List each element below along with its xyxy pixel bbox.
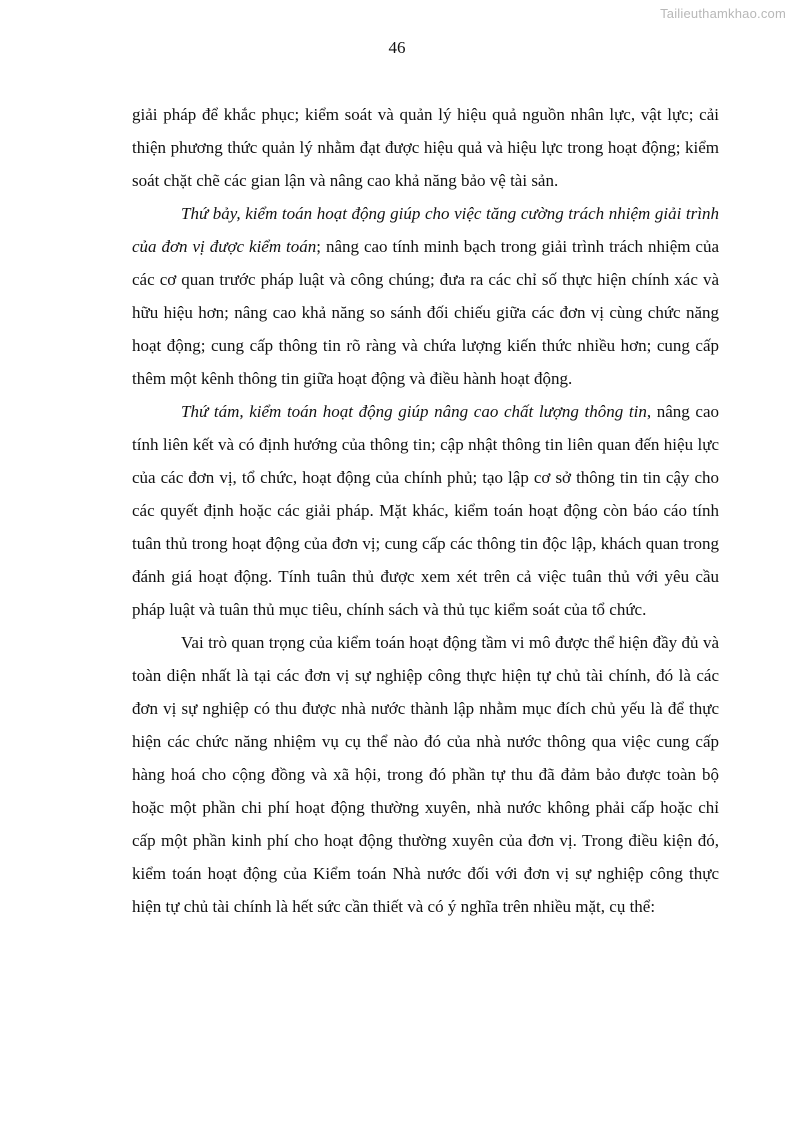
paragraph-eighth bbox=[132, 395, 719, 626]
paragraph-eighth-heading: Thứ tám, kiểm toán hoạt động giúp nâng cao chất lượng thông tin bbox=[181, 402, 647, 421]
document-body bbox=[132, 98, 719, 923]
watermark: Tailieuthamkhao.com bbox=[660, 6, 786, 21]
paragraph-seventh-text: ; nâng cao tính minh bạch trong giải trình trách nhiệm của các cơ quan trước pháp luật và công chúng; đưa ra các chỉ số thực hiện chính xác và hữu hiệu hơn; nâng cao khả năng so sánh đối chiếu giữa các đơn vị cùng chức năng hoạt động; cung cấp thông tin rõ ràng và chứa lượng kiến thức nhiều hơn; cung cấp thêm một kênh thông tin giữa hoạt động và điều hành hoạt động. bbox=[132, 237, 720, 388]
paragraph-continuation: giải pháp để khắc phục; kiểm soát và quản lý hiệu quả nguồn nhân lực, vật lực; cải thiện phương thức quản lý nhằm đạt được hiệu quả và hiệu lực trong hoạt động; kiểm soát chặt chẽ các gian lận và nâng cao khả năng bảo vệ tài sản. bbox=[132, 105, 719, 190]
page-number: 46 bbox=[388, 38, 406, 57]
paragraph-seventh-heading: Thứ bảy, kiểm toán hoạt động giúp cho việc tăng cường trách nhiệm giải trình của đơn vị được kiểm toán bbox=[132, 204, 719, 256]
paragraph-eighth-text: , nâng cao tính liên kết và có định hướng của thông tin; cập nhật thông tin liên quan đến hiệu lực của các đơn vị, tổ chức, hoạt động của chính phủ; tạo lập cơ sở thông tin tin cậy cho các quyết định hoặc các giải pháp. Mặt khác, kiểm toán hoạt động còn báo cáo tính tuân thủ trong hoạt động của đơn vị; cung cấp các thông tin độc lập, khách quan trong đánh giá hoạt động. Tính tuân thủ được xem xét trên cả việc tuân thủ với yêu cầu pháp luật và tuân thủ mục tiêu, chính sách và thủ tục kiểm soát của tổ chức. bbox=[132, 402, 719, 619]
paragraph-seventh bbox=[132, 197, 719, 395]
paragraph-role: Vai trò quan trọng của kiểm toán hoạt động tầm vi mô được thể hiện đầy đủ và toàn diện nhất là tại các đơn vị sự nghiệp công thực hiện tự chủ tài chính, đó là các đơn vị sự nghiệp có thu được nhà nước thành lập nhằm mục đích chủ yếu là để thực hiện các chức năng nhiệm vụ cụ thể nào đó của nhà nước thông qua việc cung cấp hàng hoá cho cộng đồng và xã hội, trong đó phần tự thu đã đảm bảo được toàn bộ hoặc một phần chi phí hoạt động thường xuyên, nhà nước không phải cấp hoặc chỉ cấp một phần kinh phí cho hoạt động thường xuyên của đơn vị. Trong điều kiện đó, kiểm toán hoạt động của Kiểm toán Nhà nước đối với đơn vị sự nghiệp công thực hiện tự chủ tài chính là hết sức cần thiết và có ý nghĩa trên nhiều mặt, cụ thể: bbox=[132, 633, 719, 916]
